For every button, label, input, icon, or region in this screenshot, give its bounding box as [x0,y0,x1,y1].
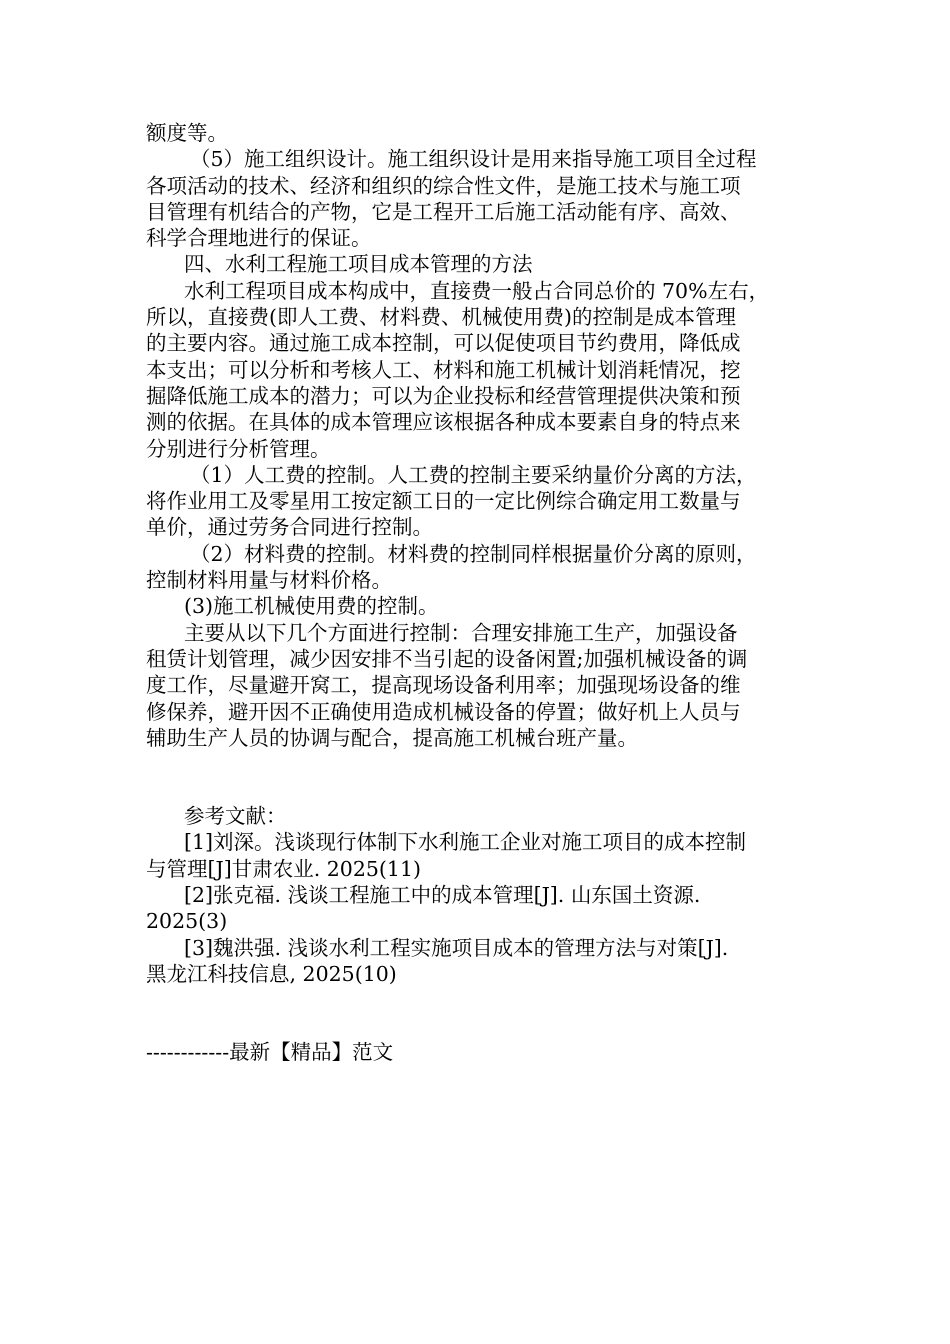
body-line: 辅助生产人员的协调与配合，提高施工机械台班产量。 [146,725,638,750]
reference-line: [3]魏洪强. 浅谈水利工程实施项目成本的管理方法与对策[J]. [184,935,729,960]
body-line: （5）施工组织设计。施工组织设计是用来指导施工项目全过程 [190,147,757,172]
body-line: 将作业用工及零星用工按定额工日的一定比例综合确定用工数量与 [146,489,741,514]
body-line: 控制材料用量与材料价格。 [146,568,392,593]
body-line: 修保养，避开因不正确使用造成机械设备的停置；做好机上人员与 [146,699,741,724]
body-line: 目管理有机结合的产物，它是工程开工后施工活动能有序、高效、 [146,199,741,224]
body-line: （2）材料费的控制。材料费的控制同样根据量价分离的原则， [190,541,757,566]
body-line: 掘降低施工成本的潜力；可以为企业投标和经营管理提供决策和预 [146,383,741,408]
body-line: 分别进行分析管理。 [146,436,331,461]
body-line: 科学合理地进行的保证。 [146,226,372,251]
body-line: 各项活动的技术、经济和组织的综合性文件，是施工技术与施工项 [146,173,741,198]
references-heading: 参考文献： [184,804,287,829]
reference-line: 2025(3) [146,909,228,934]
body-line: 单价，通过劳务合同进行控制。 [146,515,433,540]
body-line: 主要从以下几个方面进行控制：合理安排施工生产，加强设备 [184,620,738,645]
spacer [146,751,808,803]
references-section [146,803,808,987]
spacer [146,987,808,1039]
body-line: 测的依据。在具体的成本管理应该根据各种成本要素自身的特点来 [146,410,741,435]
body-line: （1）人工费的控制。人工费的控制主要采纳量价分离的方法， [190,462,757,487]
body-line: 的主要内容。通过施工成本控制，可以促使项目节约费用，降低成 [146,331,741,356]
body-line: 所以，直接费(即人工费、材料费、机械使用费)的控制是成本管理 [146,305,736,330]
body-text [146,120,808,751]
section-heading: 四、水利工程施工项目成本管理的方法 [184,252,533,277]
body-line: 水利工程项目成本构成中，直接费一般占合同总价的 70%左右， [184,278,770,303]
reference-line: [2]张克福. 浅谈工程施工中的成本管理[J]. 山东国土资源. [184,883,701,908]
reference-line: 与管理[J]甘肃农业. 2025(11) [146,856,421,881]
body-line: (3)施工机械使用费的控制。 [184,594,439,619]
reference-line: [1]刘深。浅谈现行体制下水利施工企业对施工项目的成本控制 [184,830,747,855]
body-line: 本支出；可以分析和考核人工、材料和施工机械计划消耗情况，挖 [146,357,741,382]
body-line: 额度等。 [146,121,228,145]
reference-line: 黑龙江科技信息, 2025(10) [146,961,397,986]
footer-text: ------------最新【精品】范文 [146,1040,394,1065]
body-line: 度工作，尽量避开窝工，提高现场设备利用率；加强现场设备的维 [146,673,741,698]
body-line: 租赁计划管理，减少因安排不当引起的设备闲置;加强机械设备的调 [146,646,748,671]
document-page [146,120,808,1066]
